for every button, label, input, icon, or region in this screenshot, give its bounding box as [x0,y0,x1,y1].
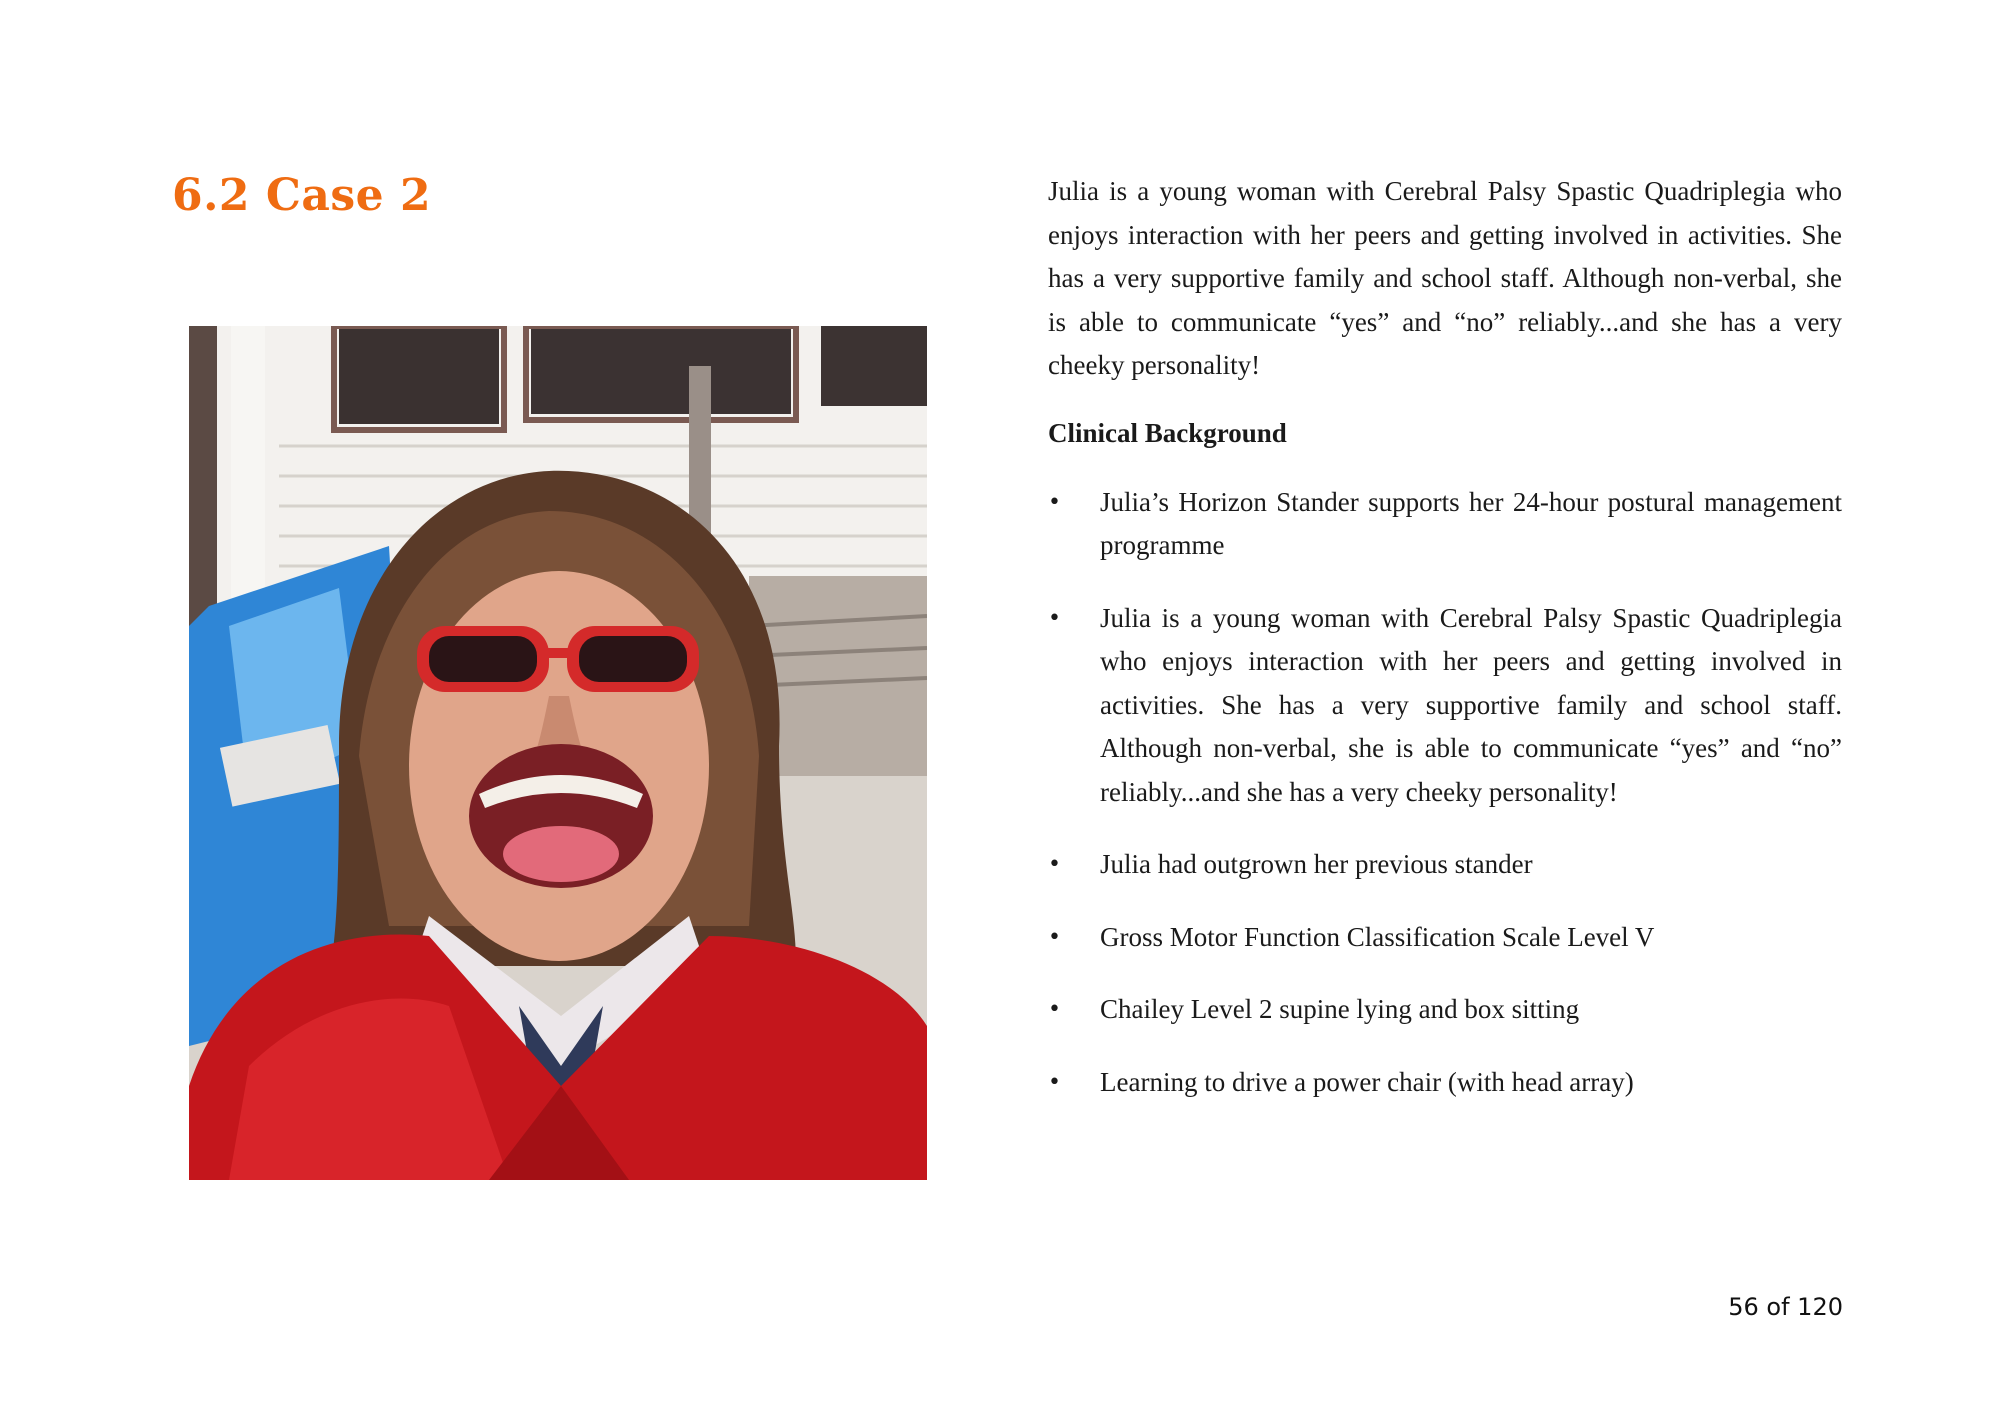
list-item-text: Chailey Level 2 supine lying and box sitting [1100,994,1580,1024]
bullet-icon: • [1048,924,1061,950]
list-item-text: Gross Motor Function Classification Scale Level V [1100,921,1655,952]
bullet-icon: • [1048,1069,1061,1095]
page-number: 56 of 120 [1728,1293,1843,1321]
list-item-text: Learning to drive a power chair (with head array) [1100,1066,1634,1097]
list-item [1048,988,1842,1032]
intro-paragraph: Julia is a young woman with Cerebral Palsy Spastic Quadriplegia who enjoys interaction with her peers and getting involved in activities. She has a very supportive family and school staff. Although non-verbal, she is able to communicate “yes” and “no” reliably...and she has a very cheeky personality! [1048,176,1842,380]
case-photo [189,326,927,1180]
list-item-text: Julia’s Horizon Stander supports her 24-hour postural management programme [1100,486,1842,560]
clinical-background-list [1048,481,1842,1105]
bullet-icon: • [1048,605,1061,631]
list-item [1048,1061,1842,1105]
bullet-icon: • [1048,489,1061,515]
list-item-text: Julia is a young woman with Cerebral Palsy Spastic Quadriplegia who enjoys interaction with her peers and getting involved in activities. She has a very supportive family and school staff. Although non-verbal, she is able to communicate “yes” and “no” reliably...and she has a very cheeky personality! [1100,602,1842,807]
clinical-background-heading: Clinical Background [1048,417,1287,448]
list-item [1048,481,1842,568]
bullet-icon: • [1048,852,1061,877]
list-item [1048,843,1842,887]
list-item [1048,597,1842,815]
list-item-text: Julia had outgrown her previous stander [1100,849,1533,879]
section-heading: 6.2 Case 2 [172,170,432,221]
bullet-icon: • [1048,997,1061,1022]
text-column [1048,170,1842,1133]
list-item [1048,916,1842,960]
